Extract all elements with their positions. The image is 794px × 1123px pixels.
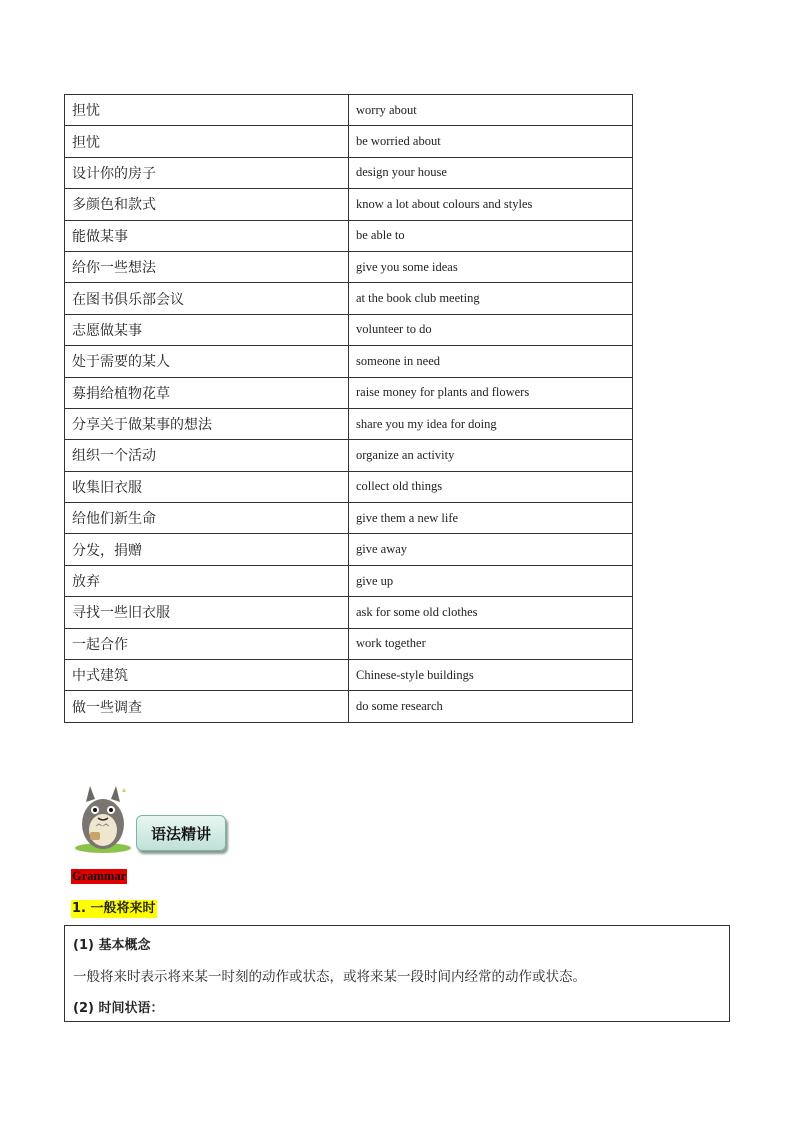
concept-subheading-basic: (1) 基本概念	[73, 938, 151, 953]
vocab-english-cell: be able to	[349, 220, 633, 251]
vocab-english-cell: Chinese-style buildings	[349, 660, 633, 691]
table-row	[65, 189, 633, 220]
vocab-english-cell: organize an activity	[349, 440, 633, 471]
vocab-chinese-cell: 收集旧衣服	[65, 471, 349, 502]
future-tense-heading: 1. 一般将来时	[72, 901, 156, 916]
table-row	[65, 126, 633, 157]
table-row	[65, 346, 633, 377]
grammar-section-button[interactable]	[136, 815, 226, 851]
vocab-english-cell: know a lot about colours and styles	[349, 189, 633, 220]
concept-subheading-time: (2) 时间状语：	[73, 1001, 164, 1016]
vocab-english-cell: collect old things	[349, 471, 633, 502]
vocab-english-cell: give away	[349, 534, 633, 565]
vocab-chinese-cell: 担忧	[65, 95, 349, 126]
vocab-chinese-cell: 分发，捐赠	[65, 534, 349, 565]
vocab-chinese-cell: 志愿做某事	[65, 314, 349, 345]
vocab-english-cell: do some research	[349, 691, 633, 722]
vocab-table	[64, 94, 633, 723]
vocab-english-cell: volunteer to do	[349, 314, 633, 345]
table-row	[65, 314, 633, 345]
table-row	[65, 597, 633, 628]
vocab-chinese-cell: 担忧	[65, 126, 349, 157]
vocab-chinese-cell: 设计你的房子	[65, 157, 349, 188]
vocab-table-body	[65, 95, 633, 723]
vocab-chinese-cell: 募捐给植物花草	[65, 377, 349, 408]
table-row	[65, 503, 633, 534]
vocab-chinese-cell: 寻找一些旧衣服	[65, 597, 349, 628]
vocab-chinese-cell: 给你一些想法	[65, 251, 349, 282]
vocab-chinese-cell: 放弃	[65, 565, 349, 596]
vocab-chinese-cell: 组织一个活动	[65, 440, 349, 471]
table-row	[65, 471, 633, 502]
table-row	[65, 95, 633, 126]
vocab-chinese-cell: 中式建筑	[65, 660, 349, 691]
vocab-english-cell: design your house	[349, 157, 633, 188]
table-row	[65, 408, 633, 439]
grammar-label: Grammar	[72, 869, 127, 883]
vocab-chinese-cell: 做一些调查	[65, 691, 349, 722]
table-row	[65, 283, 633, 314]
vocab-english-cell: work together	[349, 628, 633, 659]
vocab-english-cell: at the book club meeting	[349, 283, 633, 314]
vocab-english-cell: share you my idea for doing	[349, 408, 633, 439]
table-row	[65, 251, 633, 282]
grammar-section-button-label: 语法精讲	[150, 824, 211, 843]
table-row	[65, 565, 633, 596]
vocab-english-cell: someone in need	[349, 346, 633, 377]
vocab-english-cell: give you some ideas	[349, 251, 633, 282]
vocab-english-cell: be worried about	[349, 126, 633, 157]
vocab-chinese-cell: 能做某事	[65, 220, 349, 251]
concept-definition: 一般将来时表示将来某一时刻的动作或状态，或将来某一段时间内经常的动作或状态。	[73, 969, 586, 985]
vocab-chinese-cell: 一起合作	[65, 628, 349, 659]
vocab-english-cell: give up	[349, 565, 633, 596]
vocab-chinese-cell: 多颜色和款式	[65, 189, 349, 220]
totoro-mascot-icon	[72, 782, 134, 854]
vocab-chinese-cell: 在图书俱乐部会议	[65, 283, 349, 314]
table-row	[65, 691, 633, 722]
concept-box	[64, 925, 730, 1022]
vocab-english-cell: raise money for plants and flowers	[349, 377, 633, 408]
table-row	[65, 377, 633, 408]
table-row	[65, 628, 633, 659]
table-row	[65, 220, 633, 251]
table-row	[65, 534, 633, 565]
vocab-chinese-cell: 给他们新生命	[65, 503, 349, 534]
vocab-english-cell: give them a new life	[349, 503, 633, 534]
vocab-chinese-cell: 分享关于做某事的想法	[65, 408, 349, 439]
vocab-english-cell: ask for some old clothes	[349, 597, 633, 628]
table-row	[65, 157, 633, 188]
table-row	[65, 440, 633, 471]
vocab-english-cell: worry about	[349, 95, 633, 126]
table-row	[65, 660, 633, 691]
vocab-chinese-cell: 处于需要的某人	[65, 346, 349, 377]
